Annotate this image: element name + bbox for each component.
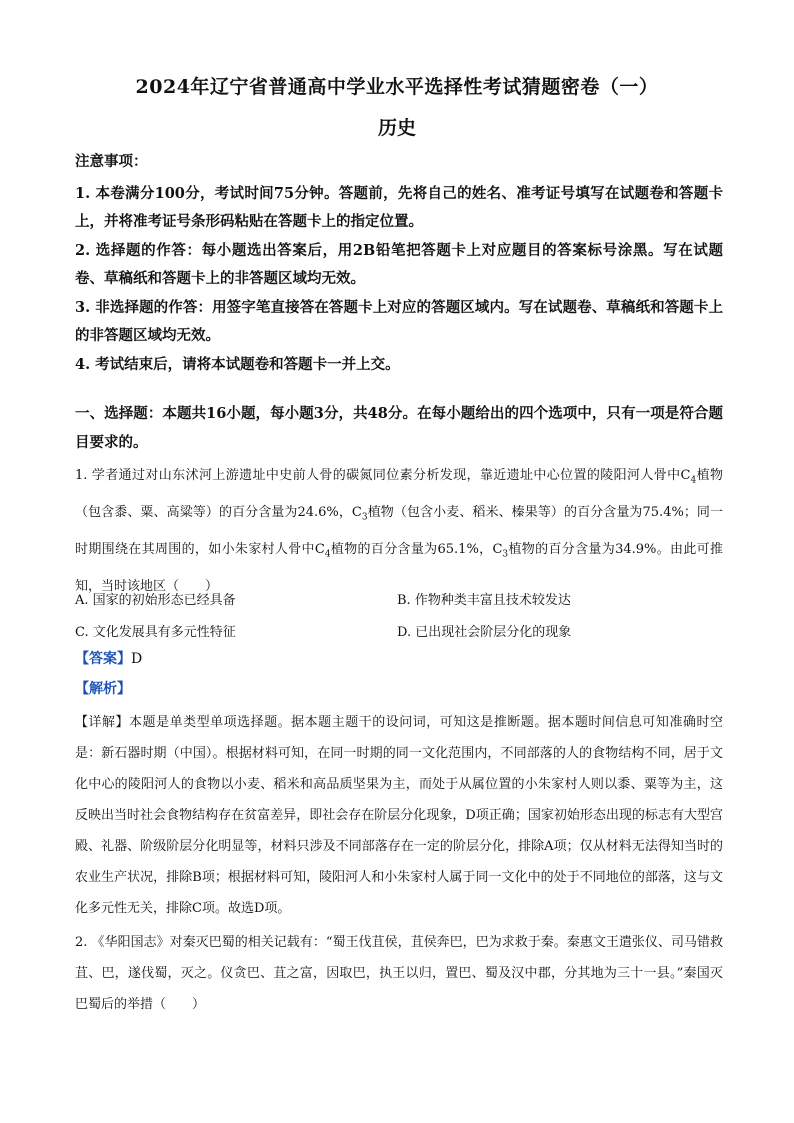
q1-text-part: 植物（包含黍、粟、高粱等）的百分含量为24.6%，C	[75, 468, 723, 521]
question-2-stem: 2. 《华阳国志》对秦灭巴蜀的相关记载有：“蜀王伐苴侯，苴侯奔巴，巴为求救于秦。秦惠文王遣张仪、司马错救苴、巴，遂伐蜀，灭之。仪贪巴、苴之富，因取巴，执王以归，置巴、蜀及汉中郡，分其地为三十一县。”秦国灭巴蜀后的举措（ ）	[75, 935, 723, 1012]
note-item: 1. 本卷满分100分，考试时间75分钟。答题前，先将自己的姓名、准考证号填写在试题卷和答题卡上，并将准考证号条形码粘贴在答题卡上的指定位置。	[75, 185, 723, 230]
answer-tag: 【答案】	[75, 651, 131, 667]
section-heading: 一、选择题：本题共16小题，每小题3分，共48分。在每小题给出的四个选项中，只有一项是符合题目要求的。	[75, 405, 723, 451]
option-d: D. 已出现社会阶层分化的现象	[397, 624, 572, 640]
note-item: 2. 选择题的作答：每小题选出答案后，用2B铅笔把答题卡上对应题目的答案标号涂黑。写在试题卷、草稿纸和答题卡上的非答题区域均无效。	[75, 242, 723, 287]
note-item: 4. 考试结束后，请将本试题卷和答题卡一并上交。	[75, 356, 400, 373]
note-item: 3. 非选择题的作答：用签字笔直接答在答题卡上对应的答题区域内。写在试题卷、草稿纸和答题卡上的非答题区域均无效。	[75, 299, 723, 344]
question-1-options	[75, 582, 723, 646]
q1-text-part: 植物（包含小麦、稻米、榛果等）的百分含量为75.4%；同一时期围绕在其周围的，如小朱家村人骨中C	[75, 505, 723, 558]
subject-title: 历史	[377, 117, 416, 139]
answer-line	[75, 648, 142, 668]
option-b: B. 作物种类丰富且技术较发达	[397, 592, 571, 608]
q1-subscript: 3	[502, 549, 509, 560]
q1-text-part: 植物的百分含量为65.1%，C	[330, 542, 503, 558]
q1-subscript: 4	[690, 475, 697, 486]
analysis-line	[75, 678, 131, 698]
detail-tag: 【详解】	[75, 715, 130, 730]
q1-subscript: 4	[324, 549, 331, 560]
q1-text-part: 植物的百分含量为34.9%。由此可推知，当时该地区（ ）	[75, 542, 724, 595]
option-c: C. 文化发展具有多元性特征	[75, 624, 236, 640]
detail-text: 本题是单类型单项选择题。据本题主题干的设问词，可知这是推断题。据本题时间信息可知准确时空是：新石器时期（中国）。根据材料可知，在同一时期的同一文化范围内，不同部落的人的食物结构不同，居于文化中心的陵阳河人的食物以小麦、稻米和高品质坚果为主，而处于从属位置的小朱家村人则以黍、粟等为主，这反映出当时社会食物结构存在贫富差异，即社会存在阶层分化现象，D项正确；国家初始形态出现的标志有大型宫殿、礼器、阶级阶层分化明显等，材料只涉及不同部落存在一定的阶层分化，排除A项；仅从材料无法得知当时的农业生产状况，排除B项；根据材料可知，陵阳河人和小朱家村人属于同一文化中的处于不同地位的部落，这与文化多元性无关，排除C项。故选D项。	[75, 715, 723, 916]
notes-heading: 注意事项：	[75, 153, 148, 170]
option-a: A. 国家的初始形态已经具备	[75, 592, 236, 608]
q1-subscript: 3	[361, 512, 368, 523]
analysis-tag: 【解析】	[75, 681, 131, 697]
notes-list	[75, 180, 723, 380]
detail-explanation	[75, 707, 723, 924]
page-title: 2024年辽宁省普通高中学业水平选择性考试猜题密卷（一）	[135, 76, 659, 98]
answer-value: D	[131, 651, 143, 667]
q1-text-part: 1. 学者通过对山东沭河上游遗址中史前人骨的碳氮同位素分析发现，靠近遗址中心位置的陵阳河人骨中C	[75, 468, 691, 483]
